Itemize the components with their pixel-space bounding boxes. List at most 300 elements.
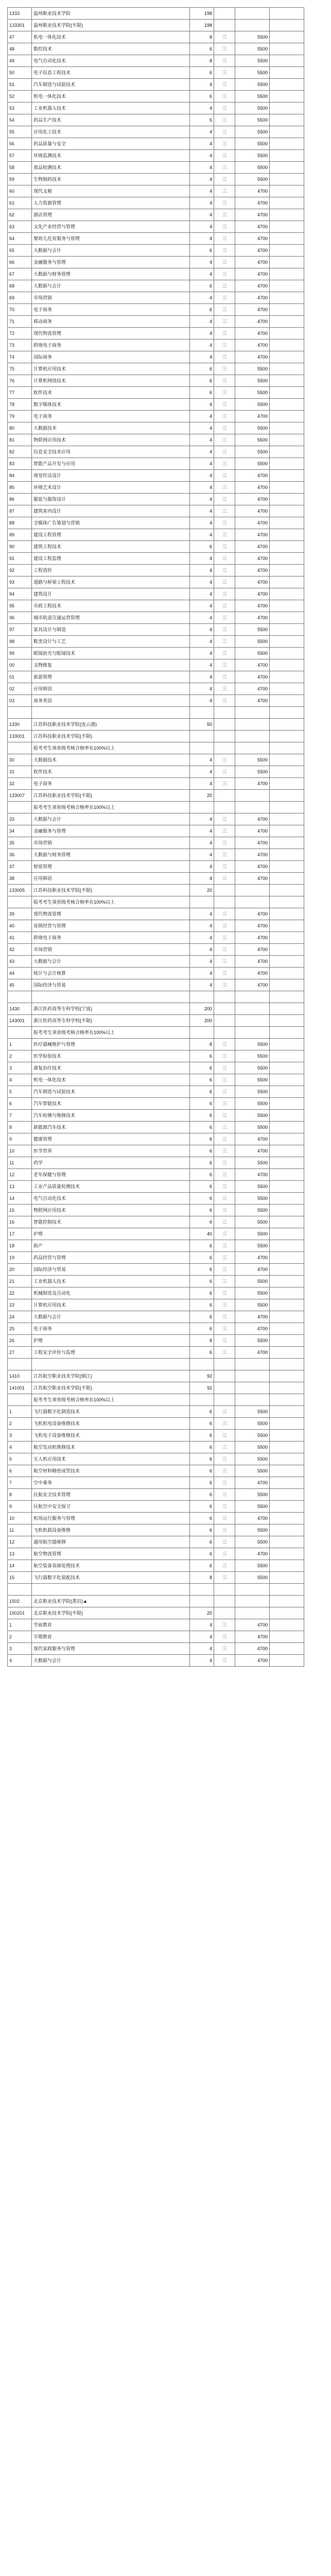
row-fee: 5500 <box>235 1572 270 1584</box>
row-name: 民航安全技术管理 <box>32 1489 190 1501</box>
row-years: 三 <box>214 138 235 150</box>
row-name: 航空发动机维修技术 <box>32 1442 190 1453</box>
row-quota: 6 <box>190 1074 214 1086</box>
row-note <box>270 304 304 316</box>
row-note <box>270 896 304 908</box>
row-code: 47 <box>8 31 32 43</box>
row-quota: 92 <box>190 1382 214 1394</box>
row-quota: 4 <box>190 1619 214 1631</box>
table-row <box>8 849 304 861</box>
row-quota: 4 <box>190 162 214 174</box>
row-name: 物联网应用技术 <box>32 1205 190 1216</box>
row-fee: 4700 <box>235 1311 270 1323</box>
table-row <box>8 458 304 470</box>
row-years: 三 <box>214 766 235 778</box>
row-note <box>270 1193 304 1205</box>
row-years: 三 <box>214 517 235 529</box>
row-note <box>270 8 304 20</box>
row-name: 国际经济与贸易 <box>32 1264 190 1276</box>
table-row <box>8 1133 304 1145</box>
group-header-row <box>8 8 304 20</box>
row-note <box>270 1596 304 1607</box>
row-quota: 6 <box>190 1430 214 1442</box>
row-years: 三 <box>214 944 235 956</box>
row-fee: 5500 <box>235 162 270 174</box>
row-fee: 4700 <box>235 553 270 565</box>
table-row <box>8 825 304 837</box>
row-code: 2 <box>8 1418 32 1430</box>
row-years: 三 <box>214 814 235 825</box>
row-fee <box>235 1394 270 1406</box>
row-name: 旅游管理 <box>32 671 190 683</box>
row-name: 江苏科技职业技术学院(连云港) <box>32 719 190 731</box>
row-quota: 6 <box>190 1169 214 1181</box>
row-years: 三 <box>214 185 235 197</box>
row-fee: 5500 <box>235 363 270 375</box>
row-years <box>214 1027 235 1039</box>
row-note <box>270 1607 304 1619</box>
row-fee: 5500 <box>235 1299 270 1311</box>
table-row <box>8 908 304 920</box>
row-code: 30 <box>8 754 32 766</box>
table-row <box>8 304 304 316</box>
row-years: 三 <box>214 1205 235 1216</box>
row-code: 00 <box>8 659 32 671</box>
table-row <box>8 351 304 363</box>
row-code: 13 <box>8 1548 32 1560</box>
row-note <box>270 1501 304 1513</box>
row-name: 应用化工技术 <box>32 126 190 138</box>
row-name: 民航空中安全保卫 <box>32 1501 190 1513</box>
row-fee <box>235 8 270 20</box>
row-code: 14 <box>8 1193 32 1205</box>
row-note <box>270 1074 304 1086</box>
row-quota: 4 <box>190 778 214 790</box>
row-fee: 5500 <box>235 1181 270 1193</box>
row-fee: 4700 <box>235 1619 270 1631</box>
row-quota: 6 <box>190 1264 214 1276</box>
row-quota: 4 <box>190 399 214 411</box>
row-fee: 5500 <box>235 399 270 411</box>
row-name: 学前教育 <box>32 1619 190 1631</box>
group-header-row <box>8 20 304 31</box>
row-name: 机场运行服务与管理 <box>32 1513 190 1524</box>
row-years: 三 <box>214 920 235 932</box>
row-years: 三 <box>214 553 235 565</box>
row-fee: 4700 <box>235 1169 270 1181</box>
row-quota: 4 <box>190 565 214 577</box>
table-row <box>8 766 304 778</box>
row-name: 计算机应用技术 <box>32 363 190 375</box>
row-note <box>270 1110 304 1122</box>
row-code <box>8 1359 32 1370</box>
row-quota: 4 <box>190 292 214 304</box>
row-fee: 5500 <box>235 1086 270 1098</box>
table-row <box>8 1406 304 1418</box>
row-code: 61 <box>8 197 32 209</box>
row-quota: 6 <box>190 1489 214 1501</box>
row-name: 北京职业技术学院(黄岩)▲ <box>32 1596 190 1607</box>
row-code: 59 <box>8 174 32 185</box>
row-quota: 4 <box>190 671 214 683</box>
row-name: 大数据与财务管理 <box>32 849 190 861</box>
row-note <box>270 979 304 991</box>
row-years: 三 <box>214 1216 235 1228</box>
row-years: 三 <box>214 31 235 43</box>
row-name: 护理 <box>32 1228 190 1240</box>
row-code: 70 <box>8 304 32 316</box>
row-name: 金融服务与管理 <box>32 825 190 837</box>
table-row <box>8 67 304 79</box>
row-note <box>270 399 304 411</box>
row-fee: 5500 <box>235 434 270 446</box>
row-note <box>270 648 304 659</box>
row-fee: 5500 <box>235 1110 270 1122</box>
spacer-row <box>8 1584 304 1596</box>
row-quota: 4 <box>190 577 214 588</box>
row-years: 三 <box>214 1062 235 1074</box>
table-row <box>8 932 304 944</box>
row-years <box>214 802 235 814</box>
row-note <box>270 1584 304 1596</box>
row-code: 62 <box>8 209 32 221</box>
row-note <box>270 1169 304 1181</box>
row-code: 39 <box>8 908 32 920</box>
row-fee: 4700 <box>235 1133 270 1145</box>
row-quota: 20 <box>190 790 214 802</box>
row-name: 人力资源管理 <box>32 197 190 209</box>
row-code: 8 <box>8 1122 32 1133</box>
row-name: 市场营销 <box>32 837 190 849</box>
table-row <box>8 612 304 624</box>
row-fee: 5500 <box>235 1039 270 1050</box>
row-fee: 4700 <box>235 671 270 683</box>
row-fee: 5500 <box>235 1465 270 1477</box>
row-years: 三 <box>214 1252 235 1264</box>
row-name: 数字媒体技术 <box>32 399 190 411</box>
table-row <box>8 446 304 458</box>
row-fee: 5500 <box>235 114 270 126</box>
row-name: 国际商务 <box>32 351 190 363</box>
row-name: 眼镜验光与配镜技术 <box>32 648 190 659</box>
row-quota: 6 <box>190 375 214 387</box>
row-note <box>270 1039 304 1050</box>
row-fee: 4700 <box>235 1655 270 1667</box>
row-code <box>8 1584 32 1596</box>
row-fee: 4700 <box>235 233 270 245</box>
table-row <box>8 1631 304 1643</box>
row-years: 三 <box>214 245 235 257</box>
row-quota <box>190 707 214 719</box>
row-note <box>270 268 304 280</box>
row-code: 84 <box>8 470 32 482</box>
row-code: 1 <box>8 1039 32 1050</box>
row-years <box>214 1015 235 1027</box>
row-note <box>270 624 304 636</box>
row-note <box>270 1299 304 1311</box>
row-years: 三 <box>214 1039 235 1050</box>
row-code: 65 <box>8 245 32 257</box>
table-row <box>8 636 304 648</box>
row-name: 大数据技术 <box>32 754 190 766</box>
row-note <box>270 1453 304 1465</box>
row-code: 18 <box>8 1240 32 1252</box>
row-code: 5 <box>8 1086 32 1098</box>
row-fee: 4700 <box>235 683 270 695</box>
row-note <box>270 790 304 802</box>
row-note <box>270 375 304 387</box>
table-row <box>8 1062 304 1074</box>
row-code: 2 <box>8 1050 32 1062</box>
row-quota: 4 <box>190 411 214 422</box>
row-quota: 6 <box>190 1323 214 1335</box>
row-note <box>270 1264 304 1276</box>
row-note <box>270 150 304 162</box>
row-quota: 4 <box>190 873 214 885</box>
row-code: 133001 <box>8 731 32 742</box>
row-name: 报考考生须省级考核合格率在100%以上 <box>32 896 190 908</box>
row-note <box>270 422 304 434</box>
row-years <box>214 1607 235 1619</box>
row-quota: 8 <box>190 1572 214 1584</box>
row-years: 三 <box>214 1453 235 1465</box>
row-code: 13 <box>8 1181 32 1193</box>
row-years: 三 <box>214 1572 235 1584</box>
row-name: 温州职业技术学院(不限) <box>32 20 190 31</box>
table-row <box>8 695 304 707</box>
row-note <box>270 1477 304 1489</box>
row-years: 三 <box>214 600 235 612</box>
row-quota: 4 <box>190 944 214 956</box>
row-name: 新能源汽车技术 <box>32 1122 190 1133</box>
table-row <box>8 754 304 766</box>
table-row <box>8 162 304 174</box>
row-code: 35 <box>8 837 32 849</box>
row-code: 133005 <box>8 885 32 896</box>
row-code <box>8 896 32 908</box>
row-fee <box>235 790 270 802</box>
row-fee: 4700 <box>235 600 270 612</box>
row-years <box>214 20 235 31</box>
row-fee: 4700 <box>235 316 270 328</box>
row-quota: 6 <box>190 1477 214 1489</box>
row-code: 92 <box>8 565 32 577</box>
row-fee: 5500 <box>235 1228 270 1240</box>
row-note <box>270 1359 304 1370</box>
row-note <box>270 636 304 648</box>
row-quota: 4 <box>190 1631 214 1643</box>
row-note <box>270 31 304 43</box>
row-name <box>32 991 190 1003</box>
group-header-row <box>8 885 304 896</box>
row-quota: 6 <box>190 1181 214 1193</box>
row-years: 三 <box>214 458 235 470</box>
row-name: 市政工程技术 <box>32 600 190 612</box>
row-quota: 4 <box>190 920 214 932</box>
row-name: 信息安全技术应用 <box>32 446 190 458</box>
row-code: 55 <box>8 126 32 138</box>
row-years: 三 <box>214 1335 235 1347</box>
row-fee: 4700 <box>235 494 270 505</box>
table-row <box>8 209 304 221</box>
row-note <box>270 233 304 245</box>
table-row <box>8 1169 304 1181</box>
row-name: 城市轨道交通运营管理 <box>32 612 190 624</box>
table-row <box>8 363 304 375</box>
row-fee: 4700 <box>235 979 270 991</box>
row-years: 三 <box>214 1619 235 1631</box>
row-note <box>270 956 304 968</box>
row-fee: 5500 <box>235 1050 270 1062</box>
row-name: 软件技术 <box>32 766 190 778</box>
row-years: 三 <box>214 636 235 648</box>
row-quota: 4 <box>190 766 214 778</box>
table-row <box>8 422 304 434</box>
row-name: 现代家政服务与管理 <box>32 1643 190 1655</box>
row-fee: 4700 <box>235 328 270 340</box>
table-row <box>8 1655 304 1667</box>
row-code: 87 <box>8 505 32 517</box>
row-years: 三 <box>214 304 235 316</box>
row-quota: 6 <box>190 1465 214 1477</box>
row-years: 三 <box>214 162 235 174</box>
row-name: 电子商务 <box>32 304 190 316</box>
row-code: 133007 <box>8 790 32 802</box>
row-quota: 200 <box>190 1003 214 1015</box>
row-fee: 5500 <box>235 1216 270 1228</box>
row-fee: 4700 <box>235 778 270 790</box>
row-years: 三 <box>214 1430 235 1442</box>
row-name: 航空材料精密成型技术 <box>32 1465 190 1477</box>
row-fee: 5500 <box>235 43 270 55</box>
row-years: 三 <box>214 1477 235 1489</box>
row-fee: 4700 <box>235 920 270 932</box>
row-fee: 4700 <box>235 1513 270 1524</box>
row-fee: 4700 <box>235 470 270 482</box>
row-name: 大数据与会计 <box>32 1311 190 1323</box>
table-row <box>8 103 304 114</box>
row-years <box>214 707 235 719</box>
table-row <box>8 1228 304 1240</box>
row-years: 三 <box>214 375 235 387</box>
row-code: 31 <box>8 766 32 778</box>
row-fee <box>235 896 270 908</box>
row-note <box>270 837 304 849</box>
row-years: 三 <box>214 387 235 399</box>
row-quota: 50 <box>190 719 214 731</box>
row-note <box>270 1216 304 1228</box>
row-code: 83 <box>8 458 32 470</box>
row-note <box>270 1003 304 1015</box>
row-name: 食品检测技术 <box>32 162 190 174</box>
row-quota: 4 <box>190 470 214 482</box>
row-note <box>270 991 304 1003</box>
row-note <box>270 20 304 31</box>
row-note <box>270 600 304 612</box>
row-code: 19 <box>8 1252 32 1264</box>
row-note <box>270 1465 304 1477</box>
table-row <box>8 1145 304 1157</box>
row-years <box>214 8 235 20</box>
row-note <box>270 553 304 565</box>
table-row <box>8 1524 304 1536</box>
row-code: 150201 <box>8 1607 32 1619</box>
table-row <box>8 1347 304 1359</box>
table-row <box>8 245 304 257</box>
row-name: 医疗器械维护与管理 <box>32 1039 190 1050</box>
row-code <box>8 1394 32 1406</box>
row-code: 25 <box>8 1323 32 1335</box>
row-years: 三 <box>214 43 235 55</box>
row-code: 14 <box>8 1560 32 1572</box>
row-years <box>214 1584 235 1596</box>
row-fee: 5500 <box>235 79 270 91</box>
row-code: 1330 <box>8 719 32 731</box>
row-note <box>270 1228 304 1240</box>
row-code: 10 <box>8 1513 32 1524</box>
row-fee: 5500 <box>235 1453 270 1465</box>
row-name: 商务英语 <box>32 695 190 707</box>
row-fee: 4700 <box>235 1145 270 1157</box>
row-name: 药学 <box>32 1157 190 1169</box>
row-code: 48 <box>8 43 32 55</box>
row-name: 机电一体化技术 <box>32 91 190 103</box>
row-code: 51 <box>8 79 32 91</box>
table-row <box>8 1430 304 1442</box>
row-years: 三 <box>214 126 235 138</box>
row-fee: 5500 <box>235 31 270 43</box>
row-quota: 4 <box>190 340 214 351</box>
row-note <box>270 920 304 932</box>
row-code: 33 <box>8 814 32 825</box>
row-name: 药品经营与管理 <box>32 1252 190 1264</box>
row-note <box>270 209 304 221</box>
row-quota: 6 <box>190 1501 214 1513</box>
row-fee: 4700 <box>235 956 270 968</box>
row-fee: 4700 <box>235 197 270 209</box>
row-name <box>32 1359 190 1370</box>
row-code: 81 <box>8 434 32 446</box>
row-quota: 6 <box>190 1205 214 1216</box>
row-note <box>270 1513 304 1524</box>
row-note <box>270 565 304 577</box>
row-code: 99 <box>8 648 32 659</box>
row-code: 58 <box>8 162 32 174</box>
table-row <box>8 1205 304 1216</box>
row-code: 24 <box>8 1311 32 1323</box>
row-note <box>270 126 304 138</box>
row-years: 三 <box>214 1169 235 1181</box>
row-years: 三 <box>214 197 235 209</box>
row-years: 三 <box>214 1098 235 1110</box>
row-years: 三 <box>214 351 235 363</box>
row-quota: 6 <box>190 245 214 257</box>
row-note <box>270 1524 304 1536</box>
row-code: 44 <box>8 968 32 979</box>
row-name: 生物制药技术 <box>32 174 190 185</box>
row-quota: 6 <box>190 1453 214 1465</box>
row-name: 智能产品开发与应用 <box>32 458 190 470</box>
row-quota <box>190 1596 214 1607</box>
row-note <box>270 257 304 268</box>
table-row <box>8 979 304 991</box>
table-row <box>8 1050 304 1062</box>
row-code <box>8 991 32 1003</box>
row-fee: 5500 <box>235 1335 270 1347</box>
row-fee: 4700 <box>235 1477 270 1489</box>
row-years <box>214 1596 235 1607</box>
row-note <box>270 1572 304 1584</box>
